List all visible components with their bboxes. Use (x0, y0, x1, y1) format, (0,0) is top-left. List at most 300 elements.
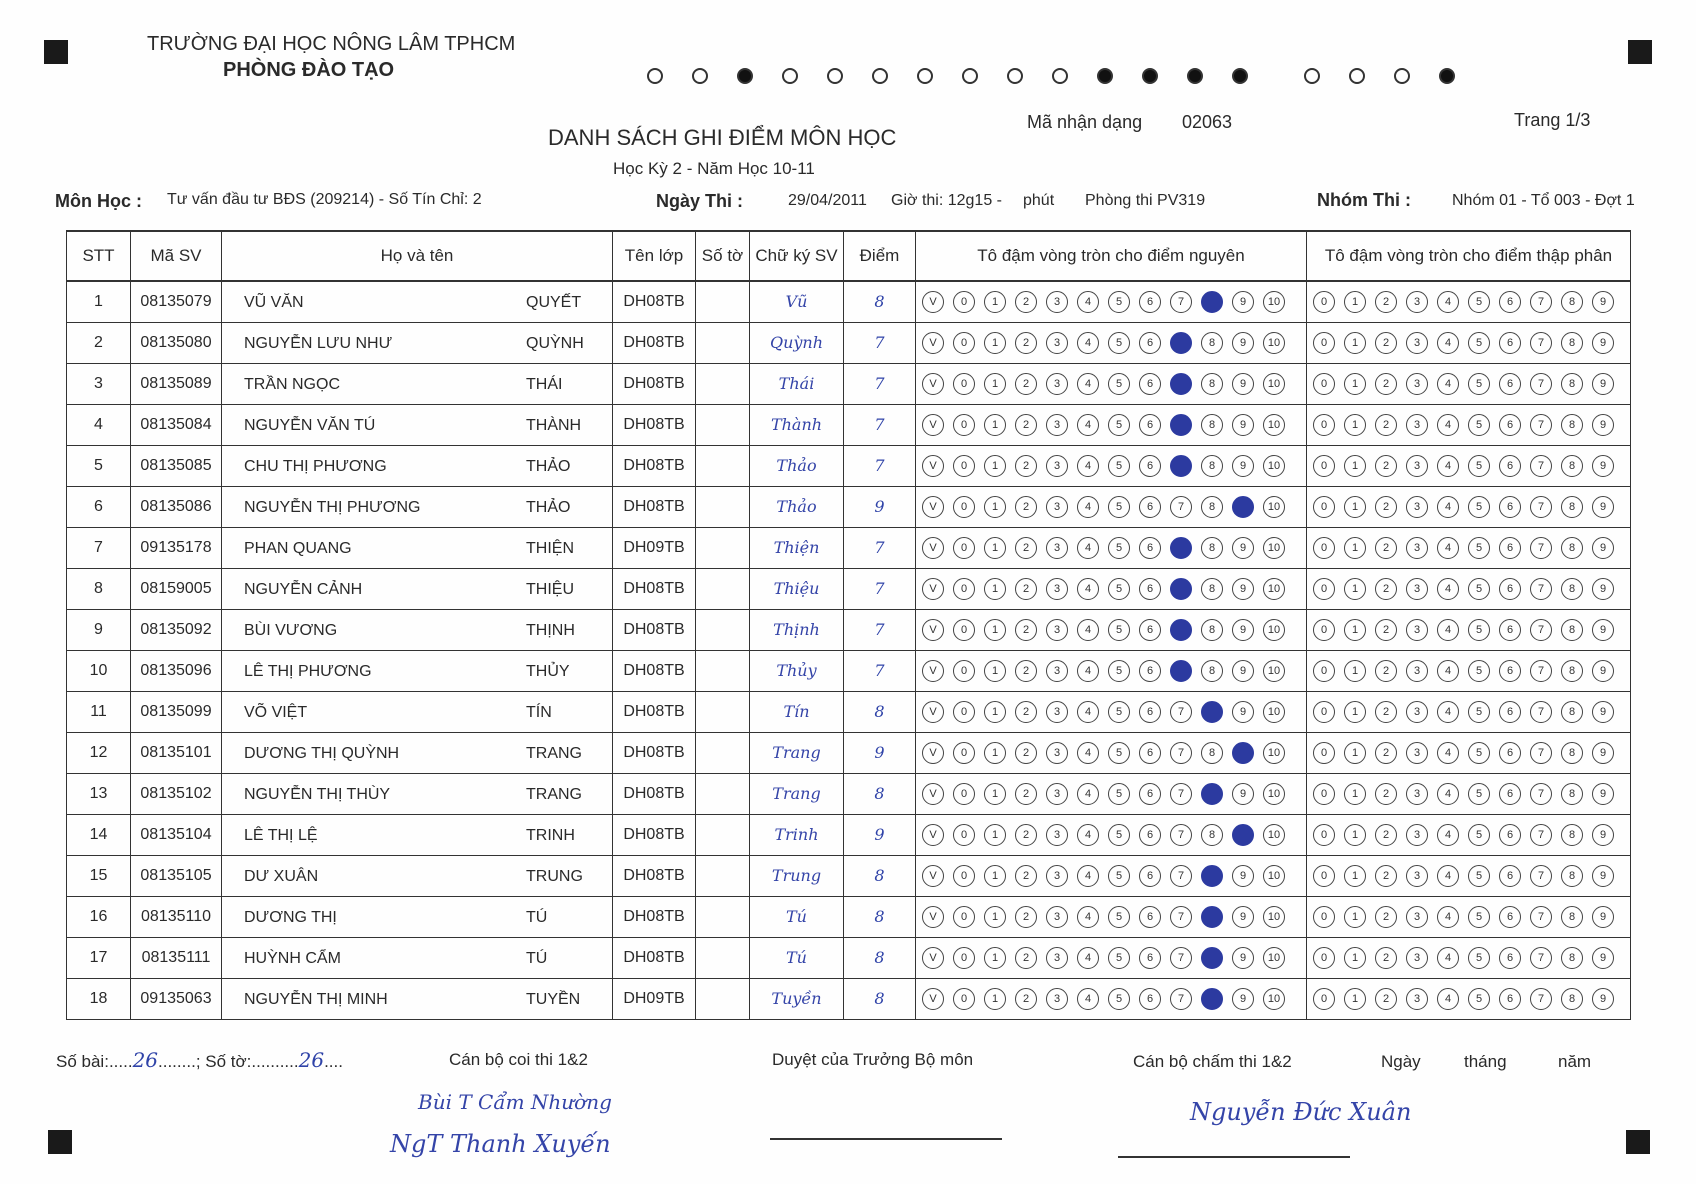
decimal-bubble[interactable]: 7 (1530, 947, 1552, 969)
score-bubble[interactable]: 10 (1263, 988, 1285, 1010)
decimal-bubble[interactable]: 8 (1561, 906, 1583, 928)
score-bubble[interactable]: 7 (1170, 742, 1192, 764)
decimal-bubble[interactable]: 4 (1437, 496, 1459, 518)
score-bubble[interactable]: 5 (1108, 783, 1130, 805)
decimal-bubble[interactable]: 9 (1592, 496, 1614, 518)
decimal-bubble[interactable]: 8 (1561, 742, 1583, 764)
decimal-bubble[interactable]: 0 (1313, 742, 1335, 764)
decimal-bubble[interactable]: 1 (1344, 496, 1366, 518)
score-bubble[interactable]: 8 (1201, 332, 1223, 354)
decimal-bubble[interactable]: 3 (1406, 332, 1428, 354)
score-bubble[interactable]: V (922, 824, 944, 846)
score-bubble[interactable]: 5 (1108, 578, 1130, 600)
score-bubble[interactable]: V (922, 619, 944, 641)
score-bubble[interactable]: 4 (1077, 455, 1099, 477)
decimal-bubble[interactable]: 0 (1313, 824, 1335, 846)
score-bubble[interactable]: 0 (953, 619, 975, 641)
score-bubble[interactable]: 9 (1232, 537, 1254, 559)
score-bubble[interactable]: 1 (984, 373, 1006, 395)
score-bubble[interactable]: 0 (953, 824, 975, 846)
score-bubble[interactable]: 5 (1108, 291, 1130, 313)
score-bubble[interactable] (1232, 496, 1254, 518)
score-bubble[interactable]: 10 (1263, 537, 1285, 559)
score-bubble[interactable]: 3 (1046, 783, 1068, 805)
score-bubble[interactable] (1201, 291, 1223, 313)
decimal-bubble[interactable]: 9 (1592, 619, 1614, 641)
score-bubble[interactable]: 4 (1077, 824, 1099, 846)
decimal-bubble[interactable]: 7 (1530, 537, 1552, 559)
score-bubble[interactable]: 7 (1170, 865, 1192, 887)
decimal-bubble[interactable]: 0 (1313, 578, 1335, 600)
decimal-bubble[interactable]: 2 (1375, 783, 1397, 805)
score-bubble[interactable]: 7 (1170, 783, 1192, 805)
decimal-bubble[interactable]: 0 (1313, 947, 1335, 969)
decimal-bubble[interactable]: 1 (1344, 988, 1366, 1010)
decimal-bubble[interactable]: 3 (1406, 783, 1428, 805)
decimal-bubble[interactable]: 8 (1561, 578, 1583, 600)
decimal-bubble[interactable]: 4 (1437, 865, 1459, 887)
score-bubble[interactable]: 2 (1015, 660, 1037, 682)
score-bubble[interactable]: 2 (1015, 824, 1037, 846)
decimal-bubble[interactable]: 7 (1530, 373, 1552, 395)
score-bubble[interactable]: 8 (1201, 824, 1223, 846)
score-bubble[interactable]: 5 (1108, 824, 1130, 846)
decimal-bubble[interactable]: 7 (1530, 291, 1552, 313)
decimal-bubble[interactable]: 2 (1375, 291, 1397, 313)
score-bubble[interactable]: 4 (1077, 906, 1099, 928)
score-bubble[interactable]: V (922, 332, 944, 354)
decimal-bubble[interactable]: 8 (1561, 373, 1583, 395)
decimal-bubble[interactable]: 8 (1561, 988, 1583, 1010)
score-bubble[interactable]: 2 (1015, 537, 1037, 559)
score-bubble[interactable]: 1 (984, 455, 1006, 477)
decimal-bubble[interactable]: 7 (1530, 660, 1552, 682)
score-bubble[interactable]: 6 (1139, 537, 1161, 559)
score-bubble[interactable]: 7 (1170, 701, 1192, 723)
decimal-bubble[interactable]: 1 (1344, 906, 1366, 928)
decimal-bubble[interactable]: 5 (1468, 947, 1490, 969)
score-bubble[interactable]: 8 (1201, 660, 1223, 682)
decimal-bubble[interactable]: 6 (1499, 496, 1521, 518)
decimal-bubble[interactable]: 2 (1375, 455, 1397, 477)
score-bubble[interactable]: 6 (1139, 865, 1161, 887)
decimal-bubble[interactable]: 8 (1561, 496, 1583, 518)
score-bubble[interactable] (1201, 947, 1223, 969)
score-bubble[interactable]: 7 (1170, 496, 1192, 518)
decimal-bubble[interactable]: 3 (1406, 824, 1428, 846)
decimal-bubble[interactable]: 4 (1437, 824, 1459, 846)
score-bubble[interactable] (1170, 373, 1192, 395)
score-bubble[interactable]: 0 (953, 783, 975, 805)
score-bubble[interactable]: 6 (1139, 824, 1161, 846)
decimal-bubble[interactable]: 7 (1530, 988, 1552, 1010)
score-bubble[interactable]: 0 (953, 291, 975, 313)
score-bubble[interactable]: 10 (1263, 742, 1285, 764)
score-bubble[interactable]: 7 (1170, 824, 1192, 846)
score-bubble[interactable]: 6 (1139, 291, 1161, 313)
decimal-bubble[interactable]: 1 (1344, 742, 1366, 764)
score-bubble[interactable]: V (922, 865, 944, 887)
score-bubble[interactable]: 5 (1108, 537, 1130, 559)
decimal-bubble[interactable]: 2 (1375, 414, 1397, 436)
score-bubble[interactable]: 6 (1139, 783, 1161, 805)
score-bubble[interactable]: 5 (1108, 701, 1130, 723)
score-bubble[interactable]: 3 (1046, 414, 1068, 436)
score-bubble[interactable]: 9 (1232, 291, 1254, 313)
score-bubble[interactable]: 1 (984, 291, 1006, 313)
score-bubble[interactable]: 3 (1046, 291, 1068, 313)
score-bubble[interactable]: 2 (1015, 783, 1037, 805)
decimal-bubble[interactable]: 5 (1468, 660, 1490, 682)
score-bubble[interactable]: 0 (953, 742, 975, 764)
score-bubble[interactable]: 9 (1232, 660, 1254, 682)
score-bubble[interactable]: 8 (1201, 619, 1223, 641)
decimal-bubble[interactable]: 8 (1561, 455, 1583, 477)
score-bubble[interactable]: 9 (1232, 947, 1254, 969)
score-bubble[interactable]: 4 (1077, 783, 1099, 805)
score-bubble[interactable]: 0 (953, 373, 975, 395)
decimal-bubble[interactable]: 6 (1499, 578, 1521, 600)
score-bubble[interactable]: 6 (1139, 947, 1161, 969)
decimal-bubble[interactable]: 3 (1406, 865, 1428, 887)
decimal-bubble[interactable]: 5 (1468, 865, 1490, 887)
score-bubble[interactable]: 2 (1015, 701, 1037, 723)
decimal-bubble[interactable]: 8 (1561, 660, 1583, 682)
decimal-bubble[interactable]: 1 (1344, 783, 1366, 805)
score-bubble[interactable]: 6 (1139, 906, 1161, 928)
score-bubble[interactable]: 1 (984, 865, 1006, 887)
score-bubble[interactable] (1170, 619, 1192, 641)
score-bubble[interactable]: 10 (1263, 619, 1285, 641)
decimal-bubble[interactable]: 4 (1437, 947, 1459, 969)
score-bubble[interactable]: V (922, 742, 944, 764)
score-bubble[interactable] (1201, 865, 1223, 887)
score-bubble[interactable]: 6 (1139, 373, 1161, 395)
decimal-bubble[interactable]: 4 (1437, 660, 1459, 682)
decimal-bubble[interactable]: 7 (1530, 332, 1552, 354)
decimal-bubble[interactable]: 1 (1344, 455, 1366, 477)
score-bubble[interactable]: 6 (1139, 578, 1161, 600)
score-bubble[interactable]: 6 (1139, 742, 1161, 764)
decimal-bubble[interactable]: 6 (1499, 947, 1521, 969)
decimal-bubble[interactable]: 8 (1561, 701, 1583, 723)
decimal-bubble[interactable]: 8 (1561, 824, 1583, 846)
decimal-bubble[interactable]: 7 (1530, 455, 1552, 477)
decimal-bubble[interactable]: 6 (1499, 537, 1521, 559)
score-bubble[interactable]: 5 (1108, 947, 1130, 969)
score-bubble[interactable]: 8 (1201, 455, 1223, 477)
score-bubble[interactable]: 1 (984, 824, 1006, 846)
score-bubble[interactable]: 1 (984, 783, 1006, 805)
decimal-bubble[interactable]: 2 (1375, 537, 1397, 559)
decimal-bubble[interactable]: 1 (1344, 332, 1366, 354)
decimal-bubble[interactable]: 0 (1313, 291, 1335, 313)
score-bubble[interactable]: 1 (984, 578, 1006, 600)
score-bubble[interactable]: 9 (1232, 578, 1254, 600)
score-bubble[interactable]: 10 (1263, 332, 1285, 354)
score-bubble[interactable]: 5 (1108, 414, 1130, 436)
decimal-bubble[interactable]: 0 (1313, 414, 1335, 436)
decimal-bubble[interactable]: 4 (1437, 332, 1459, 354)
score-bubble[interactable]: 10 (1263, 373, 1285, 395)
score-bubble[interactable]: 4 (1077, 537, 1099, 559)
score-bubble[interactable]: 9 (1232, 865, 1254, 887)
decimal-bubble[interactable]: 3 (1406, 947, 1428, 969)
score-bubble[interactable]: 0 (953, 865, 975, 887)
decimal-bubble[interactable]: 1 (1344, 619, 1366, 641)
score-bubble[interactable]: V (922, 988, 944, 1010)
decimal-bubble[interactable]: 4 (1437, 578, 1459, 600)
score-bubble[interactable]: 8 (1201, 578, 1223, 600)
score-bubble[interactable]: 3 (1046, 947, 1068, 969)
score-bubble[interactable]: V (922, 537, 944, 559)
decimal-bubble[interactable]: 2 (1375, 824, 1397, 846)
score-bubble[interactable]: 0 (953, 455, 975, 477)
score-bubble[interactable]: 2 (1015, 496, 1037, 518)
score-bubble[interactable]: 1 (984, 619, 1006, 641)
score-bubble[interactable]: 4 (1077, 660, 1099, 682)
score-bubble[interactable]: 5 (1108, 373, 1130, 395)
decimal-bubble[interactable]: 2 (1375, 906, 1397, 928)
score-bubble[interactable]: 10 (1263, 496, 1285, 518)
score-bubble[interactable]: 6 (1139, 455, 1161, 477)
score-bubble[interactable]: 4 (1077, 701, 1099, 723)
decimal-bubble[interactable]: 7 (1530, 701, 1552, 723)
decimal-bubble[interactable]: 4 (1437, 537, 1459, 559)
score-bubble[interactable]: 1 (984, 496, 1006, 518)
score-bubble[interactable]: 2 (1015, 947, 1037, 969)
score-bubble[interactable]: 3 (1046, 537, 1068, 559)
score-bubble[interactable] (1170, 537, 1192, 559)
score-bubble[interactable]: 2 (1015, 373, 1037, 395)
decimal-bubble[interactable]: 8 (1561, 865, 1583, 887)
score-bubble[interactable]: 0 (953, 701, 975, 723)
score-bubble[interactable]: 5 (1108, 988, 1130, 1010)
score-bubble[interactable]: 5 (1108, 906, 1130, 928)
score-bubble[interactable] (1170, 660, 1192, 682)
score-bubble[interactable] (1170, 414, 1192, 436)
score-bubble[interactable]: 4 (1077, 742, 1099, 764)
score-bubble[interactable]: 4 (1077, 496, 1099, 518)
decimal-bubble[interactable]: 5 (1468, 988, 1490, 1010)
decimal-bubble[interactable]: 5 (1468, 742, 1490, 764)
score-bubble[interactable]: 4 (1077, 988, 1099, 1010)
decimal-bubble[interactable]: 5 (1468, 414, 1490, 436)
score-bubble[interactable]: 10 (1263, 291, 1285, 313)
decimal-bubble[interactable]: 4 (1437, 783, 1459, 805)
score-bubble[interactable]: V (922, 660, 944, 682)
decimal-bubble[interactable]: 0 (1313, 455, 1335, 477)
score-bubble[interactable]: 4 (1077, 373, 1099, 395)
decimal-bubble[interactable]: 7 (1530, 578, 1552, 600)
decimal-bubble[interactable]: 2 (1375, 865, 1397, 887)
score-bubble[interactable]: 9 (1232, 701, 1254, 723)
score-bubble[interactable]: 0 (953, 578, 975, 600)
score-bubble[interactable]: 9 (1232, 332, 1254, 354)
score-bubble[interactable]: 3 (1046, 373, 1068, 395)
score-bubble[interactable]: 10 (1263, 414, 1285, 436)
decimal-bubble[interactable]: 6 (1499, 455, 1521, 477)
decimal-bubble[interactable]: 3 (1406, 537, 1428, 559)
score-bubble[interactable]: 1 (984, 988, 1006, 1010)
score-bubble[interactable]: 0 (953, 414, 975, 436)
decimal-bubble[interactable]: 7 (1530, 906, 1552, 928)
decimal-bubble[interactable]: 0 (1313, 660, 1335, 682)
score-bubble[interactable]: 9 (1232, 783, 1254, 805)
decimal-bubble[interactable]: 8 (1561, 291, 1583, 313)
score-bubble[interactable] (1232, 824, 1254, 846)
decimal-bubble[interactable]: 4 (1437, 455, 1459, 477)
score-bubble[interactable]: 2 (1015, 455, 1037, 477)
score-bubble[interactable]: 8 (1201, 414, 1223, 436)
decimal-bubble[interactable]: 5 (1468, 496, 1490, 518)
decimal-bubble[interactable]: 5 (1468, 578, 1490, 600)
decimal-bubble[interactable]: 1 (1344, 824, 1366, 846)
score-bubble[interactable]: 3 (1046, 332, 1068, 354)
score-bubble[interactable] (1201, 701, 1223, 723)
decimal-bubble[interactable]: 2 (1375, 947, 1397, 969)
decimal-bubble[interactable]: 8 (1561, 537, 1583, 559)
score-bubble[interactable]: 10 (1263, 824, 1285, 846)
score-bubble[interactable]: 4 (1077, 947, 1099, 969)
score-bubble[interactable]: 9 (1232, 455, 1254, 477)
score-bubble[interactable]: 3 (1046, 455, 1068, 477)
decimal-bubble[interactable]: 1 (1344, 291, 1366, 313)
decimal-bubble[interactable]: 4 (1437, 619, 1459, 641)
decimal-bubble[interactable]: 6 (1499, 865, 1521, 887)
decimal-bubble[interactable]: 7 (1530, 619, 1552, 641)
decimal-bubble[interactable]: 0 (1313, 496, 1335, 518)
score-bubble[interactable]: 5 (1108, 742, 1130, 764)
score-bubble[interactable]: V (922, 578, 944, 600)
score-bubble[interactable]: 5 (1108, 660, 1130, 682)
score-bubble[interactable]: 7 (1170, 988, 1192, 1010)
score-bubble[interactable]: 7 (1170, 291, 1192, 313)
decimal-bubble[interactable]: 9 (1592, 947, 1614, 969)
decimal-bubble[interactable]: 6 (1499, 660, 1521, 682)
score-bubble[interactable]: 3 (1046, 496, 1068, 518)
score-bubble[interactable]: 2 (1015, 988, 1037, 1010)
score-bubble[interactable]: 5 (1108, 455, 1130, 477)
decimal-bubble[interactable]: 9 (1592, 906, 1614, 928)
score-bubble[interactable]: V (922, 701, 944, 723)
decimal-bubble[interactable]: 3 (1406, 373, 1428, 395)
decimal-bubble[interactable]: 4 (1437, 373, 1459, 395)
decimal-bubble[interactable]: 6 (1499, 824, 1521, 846)
score-bubble[interactable]: 9 (1232, 906, 1254, 928)
score-bubble[interactable] (1232, 742, 1254, 764)
decimal-bubble[interactable]: 4 (1437, 414, 1459, 436)
score-bubble[interactable]: V (922, 373, 944, 395)
decimal-bubble[interactable]: 4 (1437, 291, 1459, 313)
score-bubble[interactable]: 1 (984, 906, 1006, 928)
decimal-bubble[interactable]: 5 (1468, 373, 1490, 395)
decimal-bubble[interactable]: 8 (1561, 414, 1583, 436)
decimal-bubble[interactable]: 9 (1592, 332, 1614, 354)
decimal-bubble[interactable]: 5 (1468, 906, 1490, 928)
score-bubble[interactable]: 8 (1201, 496, 1223, 518)
score-bubble[interactable]: 10 (1263, 865, 1285, 887)
decimal-bubble[interactable]: 1 (1344, 947, 1366, 969)
score-bubble[interactable]: 8 (1201, 373, 1223, 395)
decimal-bubble[interactable]: 0 (1313, 537, 1335, 559)
score-bubble[interactable]: 2 (1015, 865, 1037, 887)
decimal-bubble[interactable]: 6 (1499, 373, 1521, 395)
decimal-bubble[interactable]: 7 (1530, 824, 1552, 846)
score-bubble[interactable]: 5 (1108, 865, 1130, 887)
decimal-bubble[interactable]: 5 (1468, 824, 1490, 846)
decimal-bubble[interactable]: 3 (1406, 742, 1428, 764)
score-bubble[interactable]: 10 (1263, 701, 1285, 723)
score-bubble[interactable]: 0 (953, 906, 975, 928)
score-bubble[interactable]: 10 (1263, 455, 1285, 477)
decimal-bubble[interactable]: 3 (1406, 496, 1428, 518)
decimal-bubble[interactable]: 6 (1499, 988, 1521, 1010)
score-bubble[interactable]: 6 (1139, 332, 1161, 354)
decimal-bubble[interactable]: 1 (1344, 537, 1366, 559)
decimal-bubble[interactable]: 6 (1499, 783, 1521, 805)
decimal-bubble[interactable]: 9 (1592, 291, 1614, 313)
decimal-bubble[interactable]: 1 (1344, 414, 1366, 436)
score-bubble[interactable]: V (922, 496, 944, 518)
score-bubble[interactable]: 1 (984, 332, 1006, 354)
score-bubble[interactable]: V (922, 455, 944, 477)
decimal-bubble[interactable]: 3 (1406, 988, 1428, 1010)
decimal-bubble[interactable]: 6 (1499, 414, 1521, 436)
score-bubble[interactable]: 4 (1077, 414, 1099, 436)
score-bubble[interactable] (1170, 455, 1192, 477)
score-bubble[interactable] (1170, 332, 1192, 354)
decimal-bubble[interactable]: 1 (1344, 578, 1366, 600)
decimal-bubble[interactable]: 2 (1375, 332, 1397, 354)
decimal-bubble[interactable]: 0 (1313, 373, 1335, 395)
decimal-bubble[interactable]: 1 (1344, 660, 1366, 682)
decimal-bubble[interactable]: 6 (1499, 619, 1521, 641)
decimal-bubble[interactable]: 2 (1375, 578, 1397, 600)
score-bubble[interactable]: 1 (984, 701, 1006, 723)
decimal-bubble[interactable]: 9 (1592, 701, 1614, 723)
decimal-bubble[interactable]: 1 (1344, 701, 1366, 723)
score-bubble[interactable]: V (922, 414, 944, 436)
score-bubble[interactable]: 5 (1108, 619, 1130, 641)
decimal-bubble[interactable]: 7 (1530, 742, 1552, 764)
score-bubble[interactable]: 2 (1015, 414, 1037, 436)
decimal-bubble[interactable]: 9 (1592, 824, 1614, 846)
decimal-bubble[interactable]: 3 (1406, 619, 1428, 641)
decimal-bubble[interactable]: 4 (1437, 906, 1459, 928)
decimal-bubble[interactable]: 5 (1468, 783, 1490, 805)
score-bubble[interactable]: 1 (984, 660, 1006, 682)
decimal-bubble[interactable]: 9 (1592, 537, 1614, 559)
score-bubble[interactable]: 3 (1046, 865, 1068, 887)
decimal-bubble[interactable]: 5 (1468, 619, 1490, 641)
score-bubble[interactable]: 4 (1077, 619, 1099, 641)
decimal-bubble[interactable]: 3 (1406, 291, 1428, 313)
decimal-bubble[interactable]: 0 (1313, 701, 1335, 723)
score-bubble[interactable]: 3 (1046, 619, 1068, 641)
decimal-bubble[interactable]: 3 (1406, 701, 1428, 723)
decimal-bubble[interactable]: 5 (1468, 701, 1490, 723)
score-bubble[interactable]: 3 (1046, 701, 1068, 723)
score-bubble[interactable]: 0 (953, 947, 975, 969)
decimal-bubble[interactable]: 6 (1499, 291, 1521, 313)
score-bubble[interactable]: 2 (1015, 619, 1037, 641)
score-bubble[interactable]: 4 (1077, 291, 1099, 313)
decimal-bubble[interactable]: 3 (1406, 455, 1428, 477)
decimal-bubble[interactable]: 1 (1344, 373, 1366, 395)
score-bubble[interactable]: 4 (1077, 332, 1099, 354)
score-bubble[interactable]: 4 (1077, 578, 1099, 600)
